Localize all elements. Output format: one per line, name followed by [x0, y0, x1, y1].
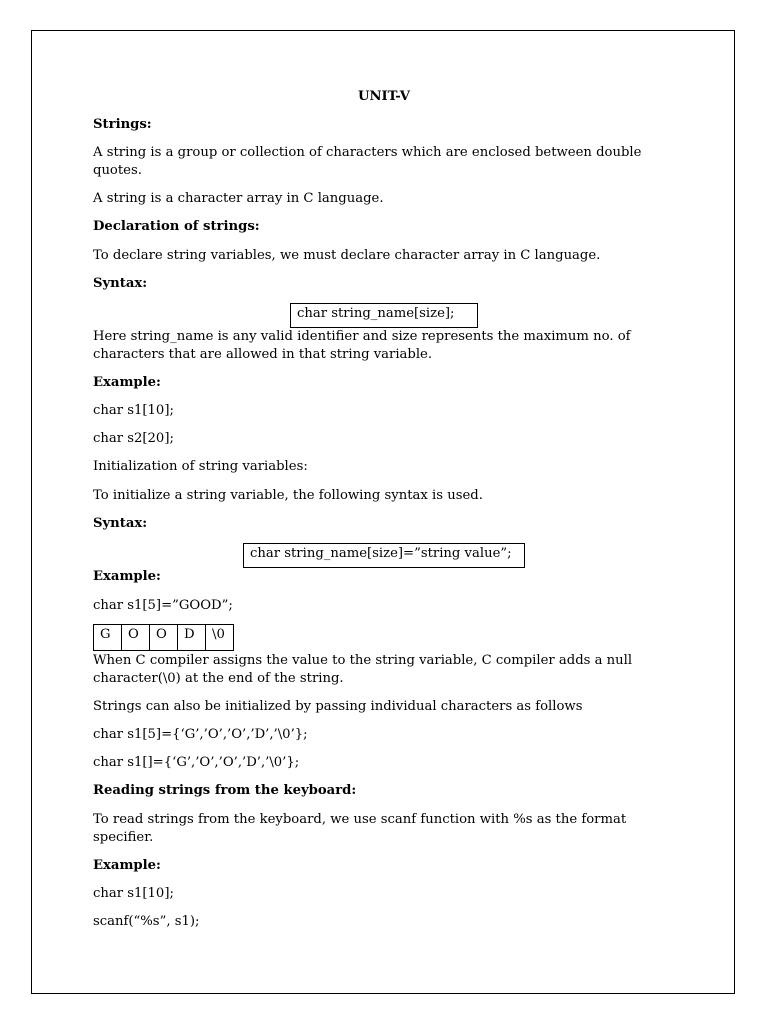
- char-cell: O: [149, 624, 178, 651]
- syntax-heading-1: Syntax:: [93, 276, 148, 291]
- init-text: To initialize a string variable, the following syntax is used.: [93, 488, 483, 503]
- definition-line-3: A string is a character array in C language.: [93, 191, 384, 206]
- example-2: char s1[5]=”GOOD”;: [93, 598, 233, 613]
- char-cell: \0: [205, 624, 234, 651]
- individual-chars-2: char s1[]={‘G’,’O’,’O’,’D’,’\0’};: [93, 755, 300, 770]
- null-line-2: character(\0) at the end of the string.: [93, 671, 344, 686]
- syntax-box-1: char string_name[size];: [290, 303, 478, 328]
- declaration-text: To declare string variables, we must declare character array in C language.: [93, 248, 601, 263]
- syntax-box-2: char string_name[size]=”string value”;: [243, 543, 525, 568]
- syntax-heading-2: Syntax:: [93, 516, 148, 531]
- char-cell: G: [93, 624, 122, 651]
- example-1b: char s2[20];: [93, 431, 174, 446]
- strings-heading: Strings:: [93, 117, 152, 132]
- page-title: UNIT-V: [357, 89, 411, 104]
- individual-chars-text: Strings can also be initialized by passing individual characters as follows: [93, 699, 583, 714]
- reading-line-2: specifier.: [93, 830, 154, 845]
- char-cell: D: [177, 624, 206, 651]
- example-3a: char s1[10];: [93, 886, 174, 901]
- init-heading: Initialization of string variables:: [93, 459, 308, 474]
- individual-chars-1: char s1[5]={‘G’,’O’,’O’,’D’,’\0’};: [93, 727, 308, 742]
- char-cell: O: [121, 624, 150, 651]
- example-heading-1: Example:: [93, 375, 161, 390]
- reading-heading: Reading strings from the keyboard:: [93, 783, 357, 798]
- char-array-cells: [93, 624, 234, 651]
- reading-line-1: To read strings from the keyboard, we use scanf function with %s as the format: [93, 812, 627, 827]
- example-1a: char s1[10];: [93, 403, 174, 418]
- null-line-1: When C compiler assigns the value to the string variable, C compiler adds a null: [93, 653, 633, 668]
- explain-line-1: Here string_name is any valid identifier and size represents the maximum no. of: [93, 329, 631, 344]
- example-heading-3: Example:: [93, 858, 161, 873]
- example-3b: scanf(“%s”, s1);: [93, 914, 200, 929]
- explain-line-2: characters that are allowed in that string variable.: [93, 347, 433, 362]
- definition-line-1: A string is a group or collection of characters which are enclosed between double: [93, 145, 642, 160]
- definition-line-2: quotes.: [93, 163, 142, 178]
- example-heading-2: Example:: [93, 569, 161, 584]
- declaration-heading: Declaration of strings:: [93, 219, 260, 234]
